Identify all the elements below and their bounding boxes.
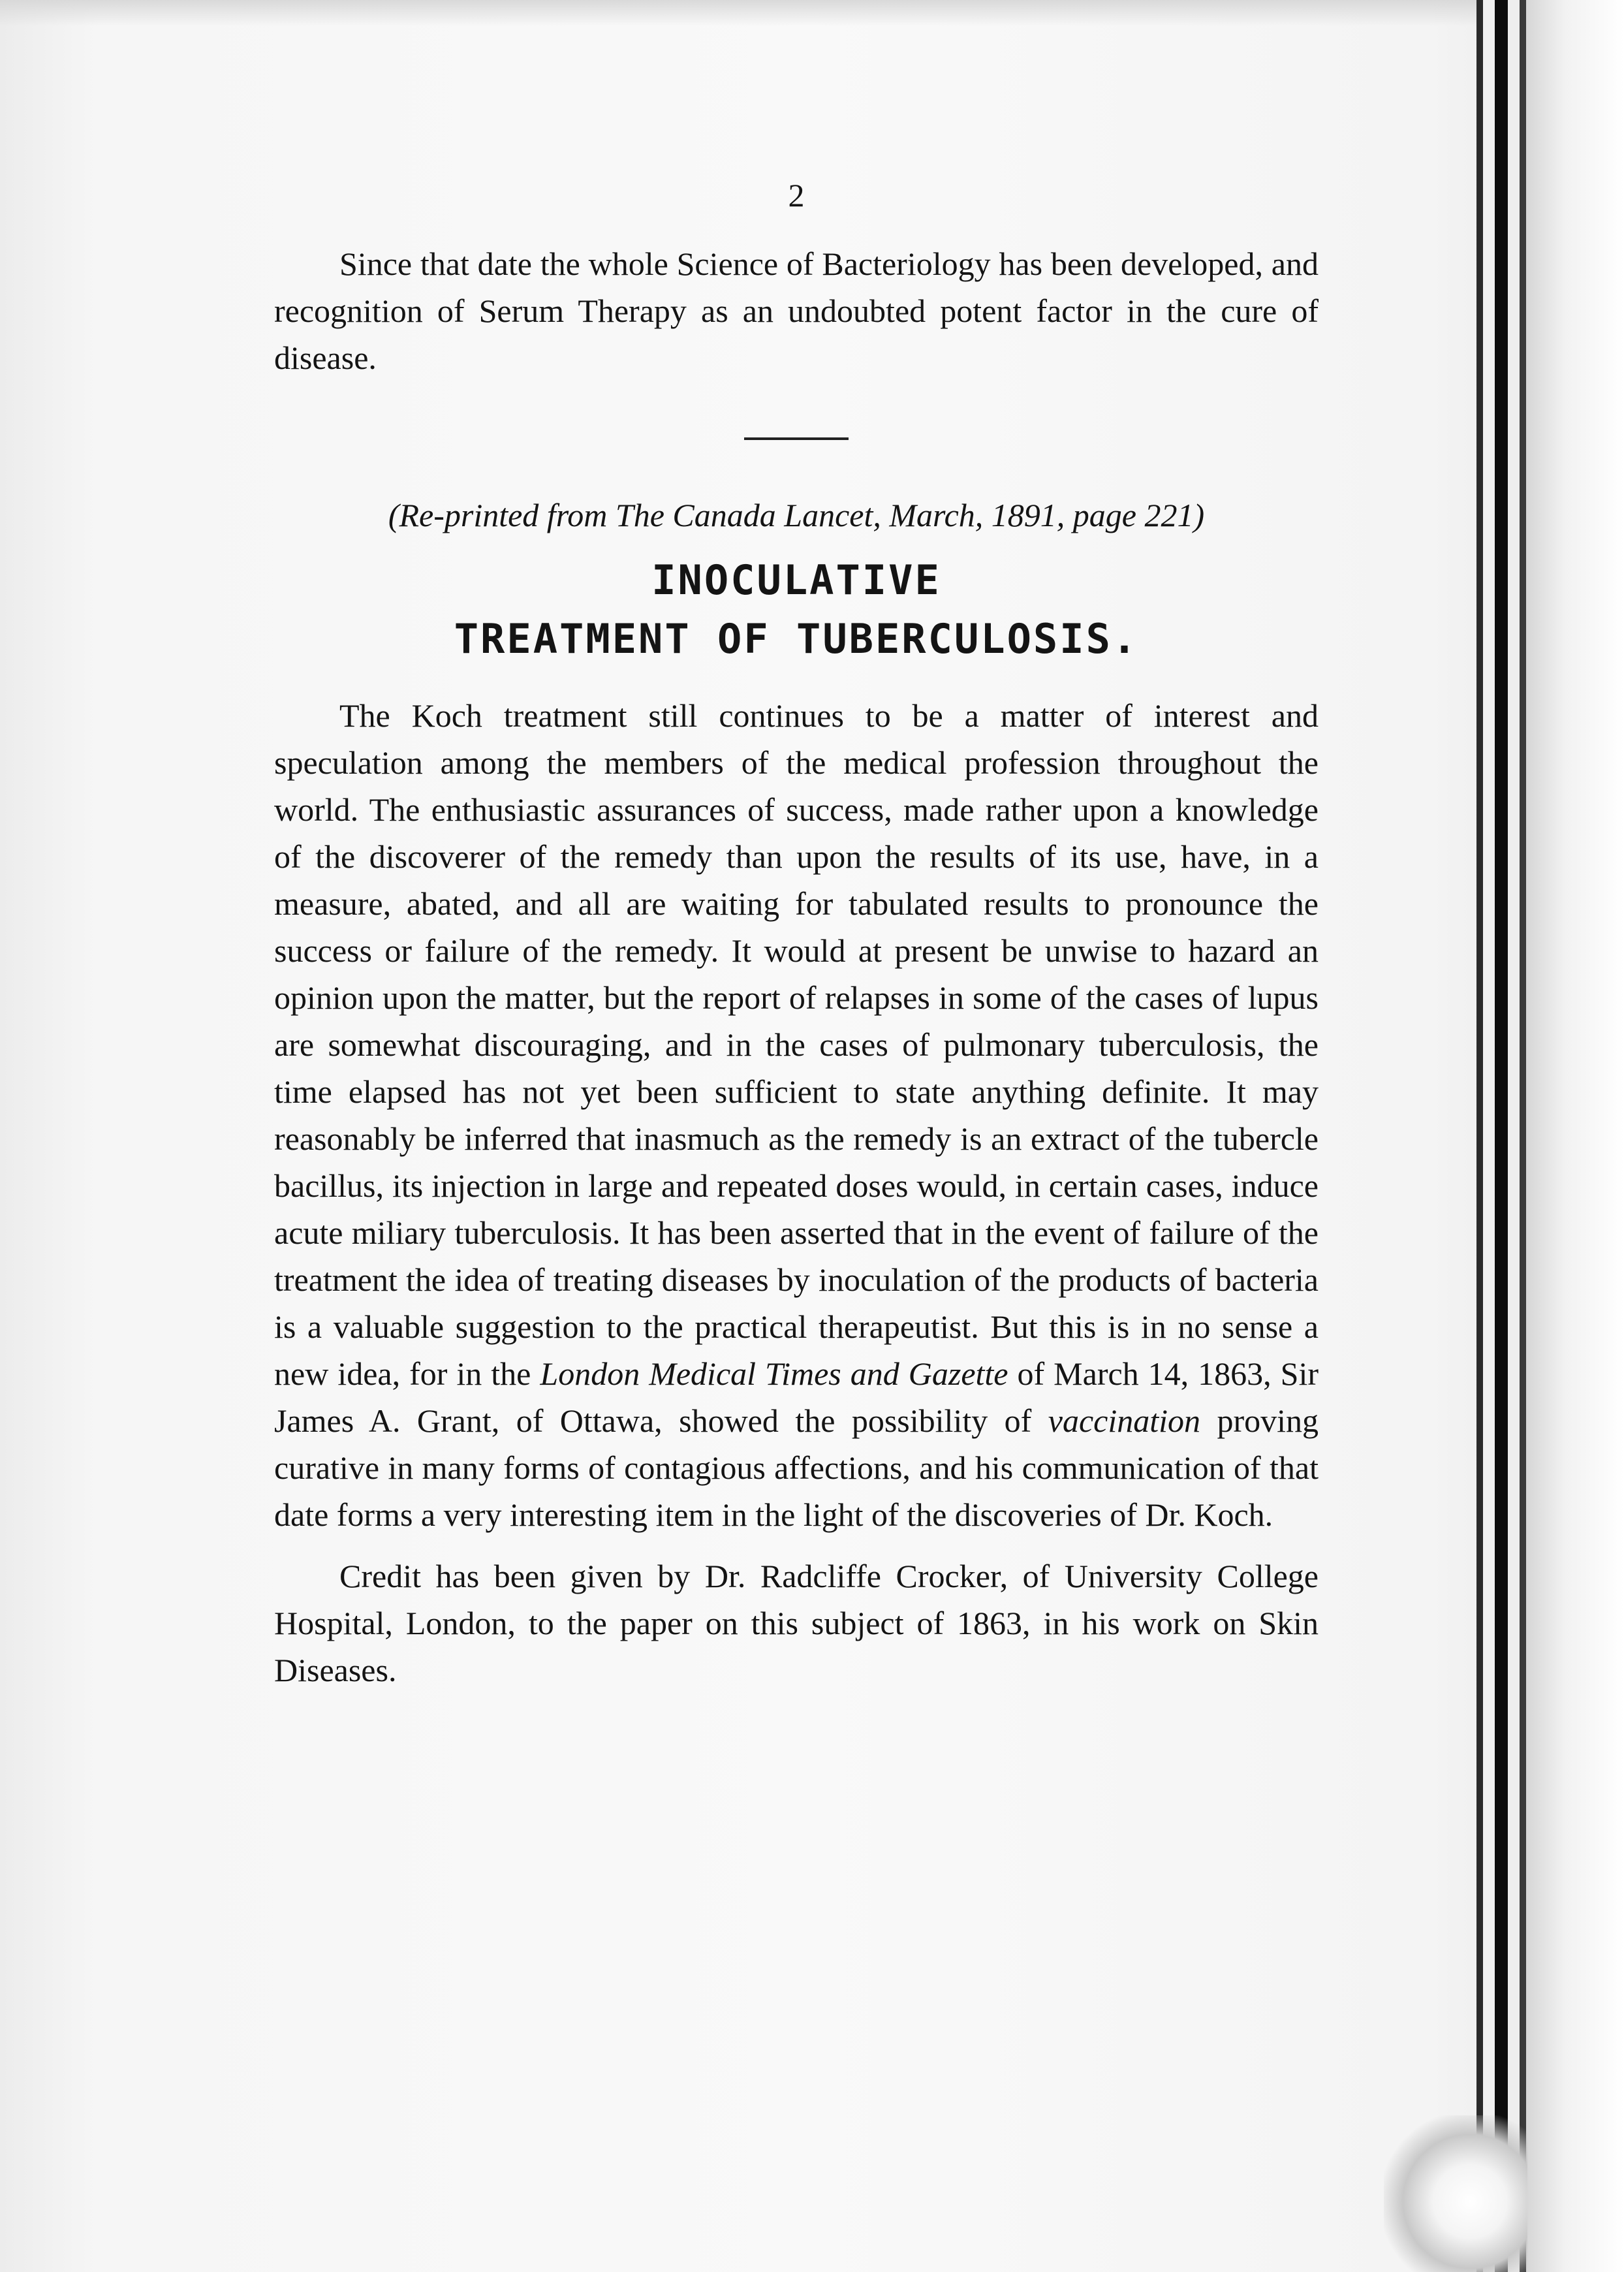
paragraph-1-text-end: proving curative in many forms of contagious affections, and his communication of that date forms a very interesting item in the light of the discoveries of Dr. Koch. — [274, 1402, 1319, 1533]
title-line-2: TREATMENT OF TUBERCULOSIS. — [454, 615, 1139, 663]
title-line-1: INOCULATIVE — [651, 556, 941, 604]
vaccination-term: vaccination — [1048, 1402, 1201, 1439]
binding-edge — [1520, 0, 1526, 2272]
binding-edge — [1476, 0, 1483, 2272]
section-separator — [744, 437, 849, 440]
article-title — [274, 551, 1319, 669]
journal-name: London Medical Times and Gazette — [540, 1355, 1008, 1392]
reprint-page-number: 221 — [1144, 497, 1194, 533]
reprint-page-label: page — [1072, 497, 1136, 533]
reprint-year: 1891, — [991, 497, 1065, 533]
body-paragraph-2: Credit has been given by Dr. Radcliffe Crocker, of University College Hospital, London, to the paper on this subject of 1863, in his work on Skin Diseases. — [274, 1558, 1319, 1688]
page-number: 2 — [788, 177, 805, 213]
intro-paragraph: Since that date the whole Science of Bacteriology has been developed, and recognition of Serum Therapy as an undoubted potent factor in the cure of disease. — [274, 245, 1319, 376]
paper-damage — [1384, 2115, 1527, 2272]
reprint-open: ( — [388, 497, 399, 533]
reprint-close: ) — [1193, 497, 1205, 533]
reprint-note — [274, 492, 1319, 538]
scan-margin — [1526, 0, 1624, 2272]
paragraph-1-text-middle: of March 14, 1863, Sir James A. Grant, of Ottawa, showed the possibility of — [274, 1355, 1319, 1439]
paragraph-1-text: The Koch treatment still continues to be a matter of interest and speculation among the members of the medical profession throughout the world. The enthusiastic assurances of success, made rather upon a knowledge of the discoverer of the remedy than upon the results of its use, have, in a measure, abated, and all are waiting for tabulated results to pronounce the success or failure of the remedy. It would at present be unwise to hazard an opinion upon the matter, but the report of relapses in some of the cases of lupus are somewhat discouraging, and in the cases of pulmonary tuberculosis, the time elapsed has not yet been sufficient to state anything definite. It may reasonably be inferred that inasmuch as the remedy is an extract of the tubercle bacillus, its injection in large and repeated doses would, in certain cases, induce acute miliary tuberculosis. It has been asserted that in the event of failure of the treatment the idea of treating diseases by inoculation of the products of bacteria is a valuable suggestion to the practical therapeutist. But this is in no sense a new idea, for in the — [274, 697, 1319, 1392]
reprint-label: Re-printed from The Canada Lancet, March, — [399, 497, 984, 533]
page-content — [274, 176, 1319, 1694]
binding-edge — [1495, 0, 1508, 2272]
scan-top-shadow — [0, 0, 1476, 26]
body-paragraph-1 — [274, 692, 1319, 1538]
